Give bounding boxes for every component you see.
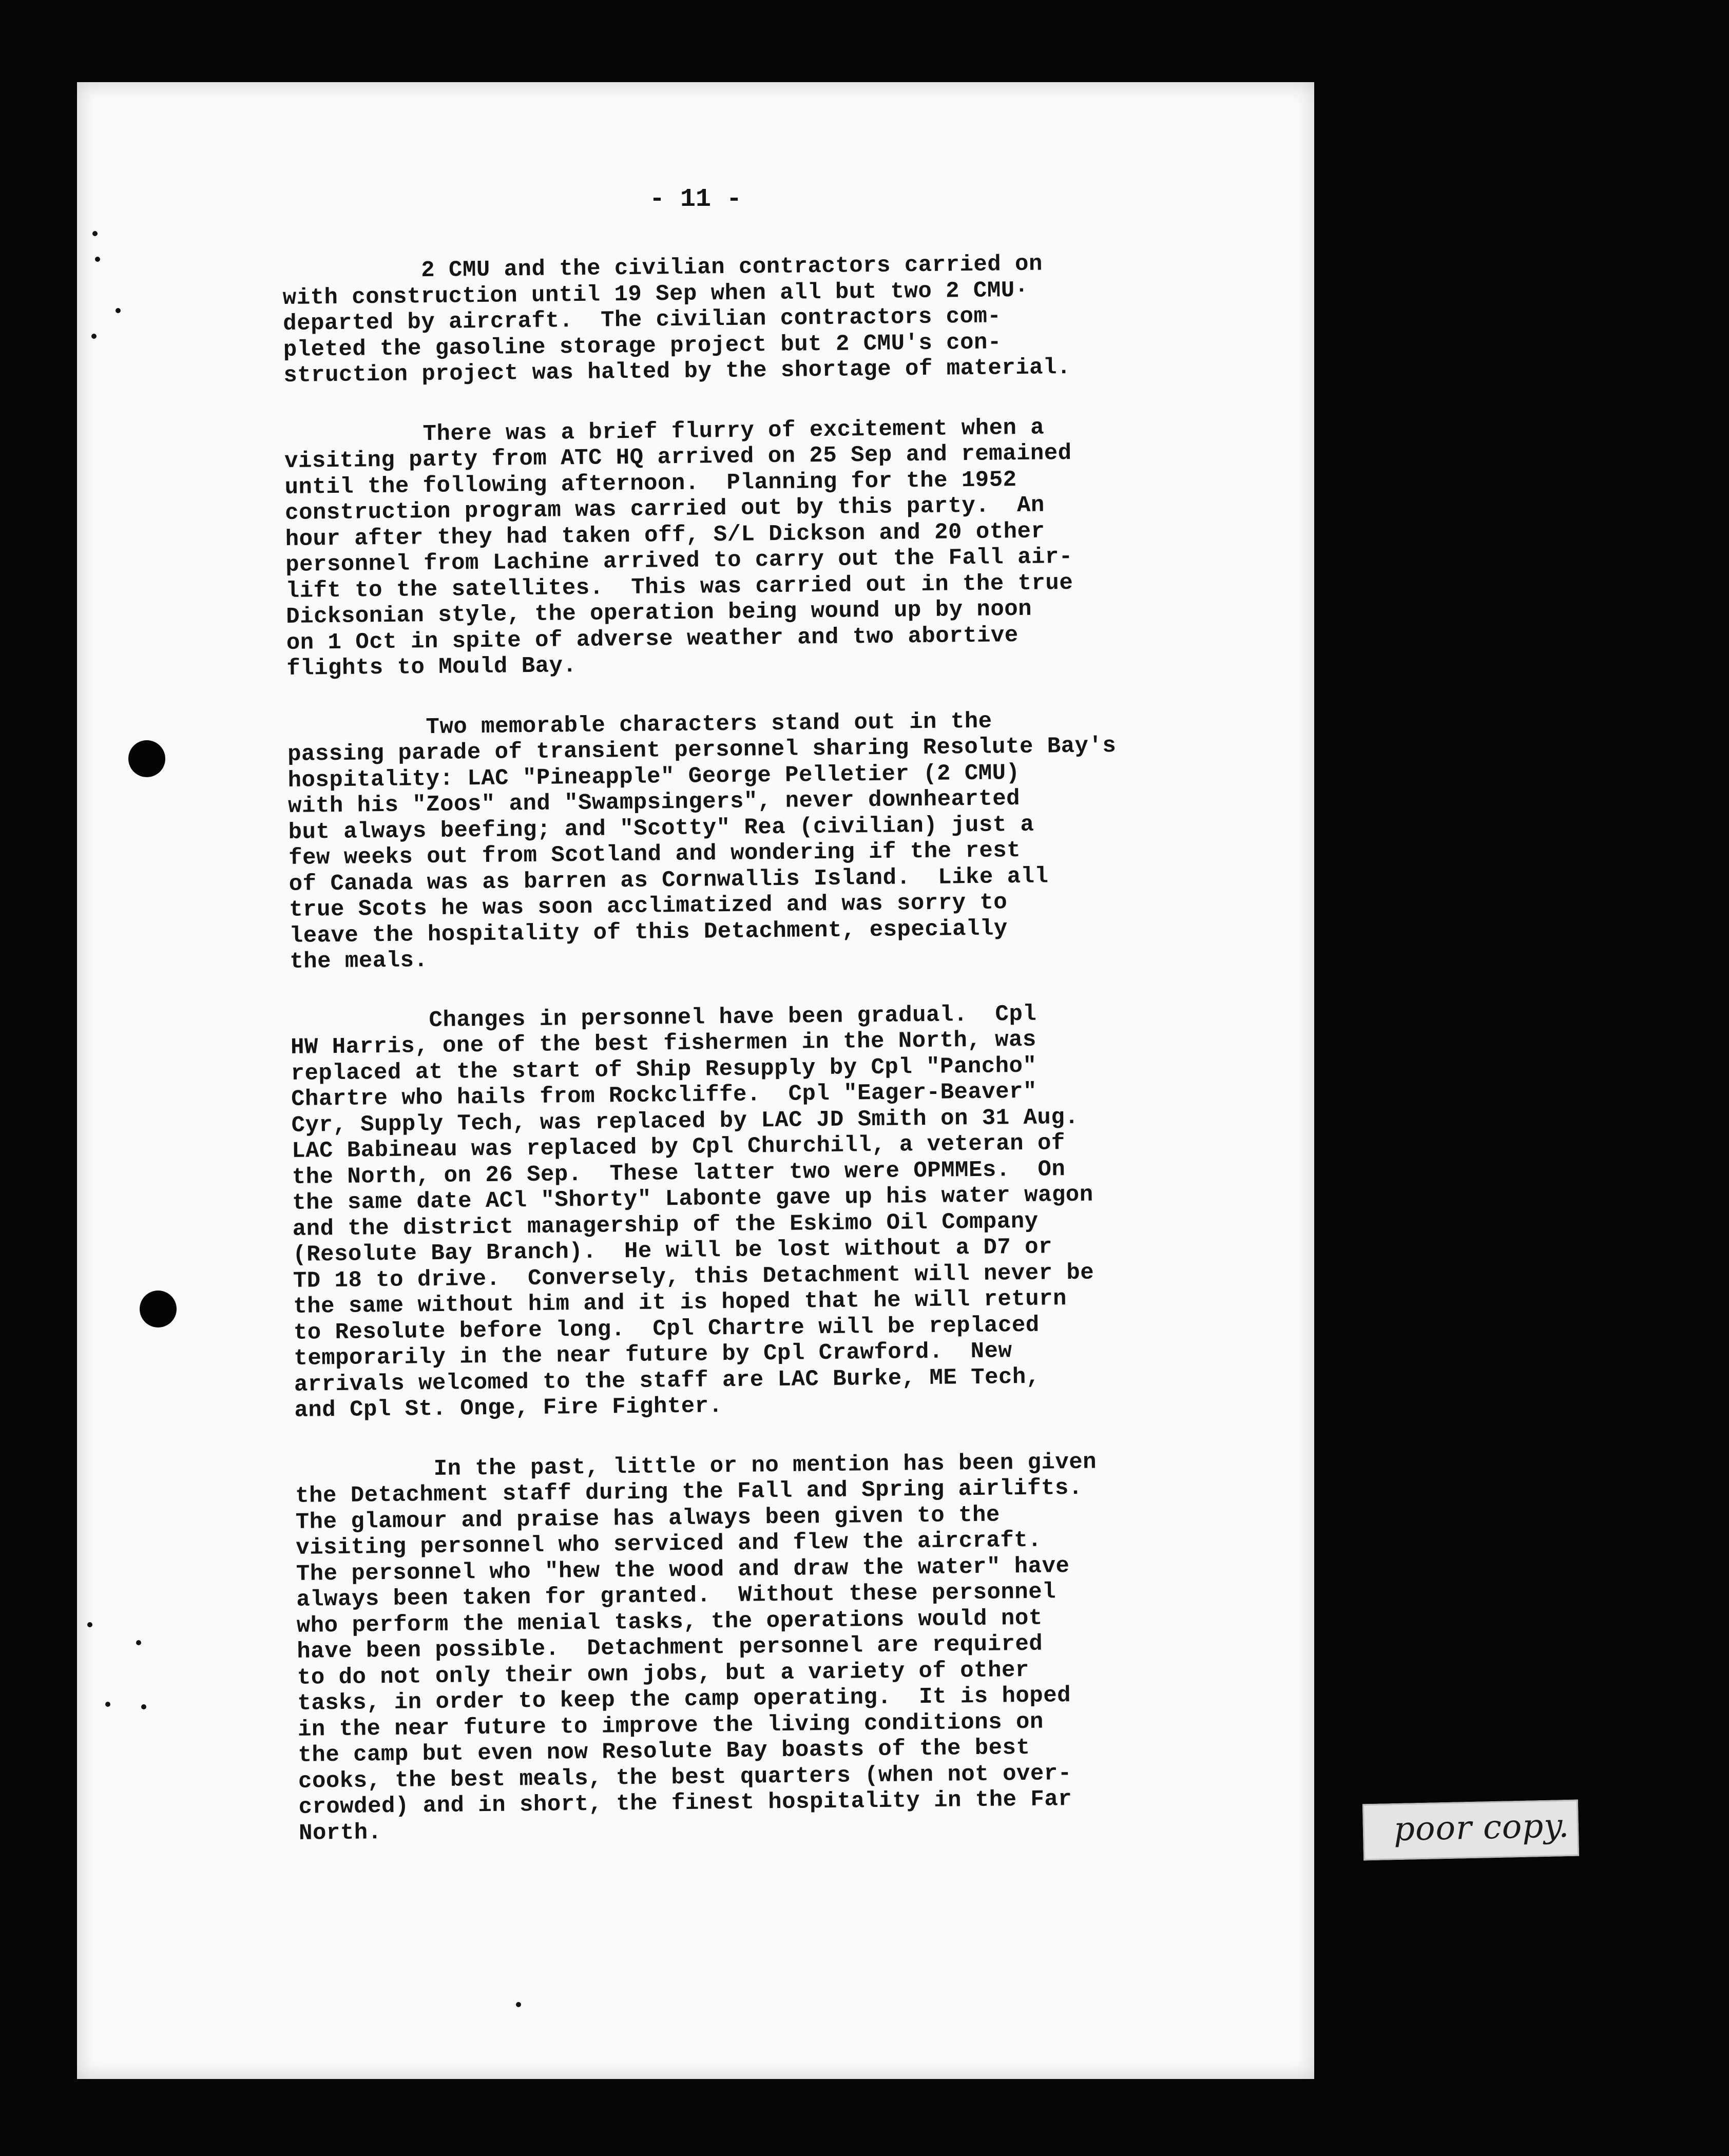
text-line: Two memorable characters stand out in the (426, 708, 992, 740)
text-line: of Canada was as barren as Cornwallis Island. Like all (289, 863, 1049, 897)
text-line: North. (298, 1819, 382, 1846)
text-line: and Cpl St. Onge, Fire Fighter. (294, 1393, 723, 1423)
text-line: the same without him and it is hoped that he will return (293, 1286, 1067, 1320)
text-line: crowded) and in short, the finest hospitality in the Far (298, 1786, 1072, 1820)
text-line: passing parade of transient personnel sharing Resolute Bay's (287, 733, 1117, 767)
text-line: HW Harris, one of the best fishermen in the North, was (290, 1027, 1037, 1061)
punch-hole-lower (140, 1291, 177, 1327)
text-line: Changes in personnel have been gradual. Cpl (429, 1001, 1037, 1033)
text-line: Chartre who hails from Rockcliffe. Cpl "Eager-Beaver" (291, 1079, 1038, 1112)
text-line: in the near future to improve the living conditions on (297, 1709, 1044, 1743)
punch-hole-upper (128, 740, 165, 777)
text-line: to Resolute before long. Cpl Chartre will be replaced (293, 1312, 1040, 1346)
handwritten-note-label (1362, 1800, 1579, 1861)
text-line: replaced at the start of Ship Resupply by Cpl "Pancho" (291, 1053, 1037, 1087)
text-line: The glamour and praise has always been given to the (295, 1502, 1001, 1535)
text-line: The personnel who "hew the wood and draw the water" have (296, 1553, 1070, 1587)
text-line: struction project was halted by the shortage of material. (283, 354, 1071, 389)
paragraph-detachment-staff (295, 1447, 1284, 1846)
text-line: to do not only their own jobs, but a variety of other (297, 1657, 1030, 1691)
text-line: Dicksonian style, the operation being wound up by noon (286, 596, 1032, 630)
text-line: pleted the gasoline storage project but 2 CMU's con- (283, 329, 1002, 363)
text-line: have been possible. Detachment personnel are required (297, 1631, 1043, 1665)
text-line: but always beefing; and "Scotty" Rea (civilian) just a (288, 812, 1034, 845)
paragraph-characters (287, 705, 1275, 975)
paragraph-construction (282, 249, 1270, 389)
body-text (282, 249, 1285, 1880)
text-line: hour after they had taken off, S/L Dickson and 20 other (285, 518, 1045, 552)
text-line: with construction until 19 Sep when all but two 2 CMU· (282, 277, 1029, 311)
text-line: the same date ACl "Shorty" Labonte gave up his water wagon (292, 1182, 1093, 1216)
text-line: the North, on 26 Sep. These latter two were OPMMEs. On (292, 1156, 1066, 1190)
text-line: There was a brief flurry of excitement when a (422, 414, 1045, 447)
page-number: - 11 - (649, 185, 742, 214)
text-line: always been taken for granted. Without these personnel (296, 1579, 1056, 1613)
text-line: In the past, little or no mention has been given (433, 1449, 1097, 1482)
text-line: construction program was carried out by this party. An (284, 492, 1045, 526)
margin-speck (92, 231, 98, 236)
text-line: temporarily in the near future by Cpl Crawford. New (294, 1338, 1012, 1372)
text-line: on 1 Oct in spite of adverse weather and two abortive (286, 622, 1019, 656)
margin-speck (91, 334, 97, 339)
margin-speck (141, 1704, 146, 1709)
text-line: few weeks out from Scotland and wondering if the rest (288, 838, 1021, 871)
text-line: TD 18 to drive. Conversely, this Detachment will never be (293, 1260, 1094, 1294)
text-line: visiting personnel who serviced and flew the aircraft. (296, 1527, 1042, 1561)
handwritten-note: poor copy. (1393, 1806, 1570, 1849)
text-line: (Resolute Bay Branch). He will be lost without a D7 or (293, 1234, 1053, 1268)
text-line: flights to Mould Bay. (286, 653, 577, 682)
text-line: cooks, the best meals, the best quarters (when not over- (298, 1760, 1072, 1795)
text-line: Cyr, Supply Tech, was replaced by LAC JD Smith on 31 Aug. (291, 1104, 1079, 1139)
text-line: the camp but even now Resolute Bay boasts of the best (298, 1735, 1030, 1768)
text-line: until the following afternoon. Planning for the 1952 (284, 467, 1017, 500)
text-line: LAC Babineau was replaced by Cpl Churchill, a veteran of (291, 1130, 1066, 1164)
text-line: 2 CMU and the civilian contractors carried on (420, 251, 1043, 284)
text-line: tasks, in order to keep the camp operating. It is hoped (297, 1683, 1071, 1717)
margin-speck (116, 308, 121, 313)
text-line: personnel from Lachine arrived to carry out the Fall air- (285, 544, 1073, 578)
margin-speck (87, 1622, 92, 1627)
margin-speck (105, 1702, 110, 1707)
text-line: visiting party from ATC HQ arrived on 25 Sep and remained (284, 440, 1072, 474)
text-line: lift to the satellites. This was carried out in the true (285, 570, 1073, 604)
document-page (77, 82, 1314, 2079)
text-line: true Scots he was soon acclimatized and was sorry to (289, 890, 1008, 923)
text-line: hospitality: LAC "Pineapple" George Pelletier (2 CMU) (287, 760, 1020, 794)
margin-speck (95, 257, 100, 262)
margin-speck (136, 1640, 141, 1645)
text-line: arrivals welcomed to the staff are LAC Burke, ME Tech, (294, 1364, 1040, 1398)
text-line: and the district managership of the Eskimo Oil Company (292, 1208, 1039, 1242)
paragraph-personnel-changes (290, 998, 1280, 1423)
text-line: the Detachment staff during the Fall and Spring airlifts. (295, 1475, 1083, 1509)
margin-speck (516, 2002, 521, 2007)
text-line: leave the hospitality of this Detachment, especially (289, 915, 1008, 949)
text-line: with his "Zoos" and "Swampsingers", never downhearted (287, 786, 1021, 819)
text-line: departed by aircraft. The civilian contractors com- (283, 303, 1002, 337)
text-line: who perform the menial tasks, the operations would not (296, 1605, 1043, 1639)
paragraph-visiting-party (284, 412, 1272, 682)
text-line: the meals. (290, 948, 428, 975)
